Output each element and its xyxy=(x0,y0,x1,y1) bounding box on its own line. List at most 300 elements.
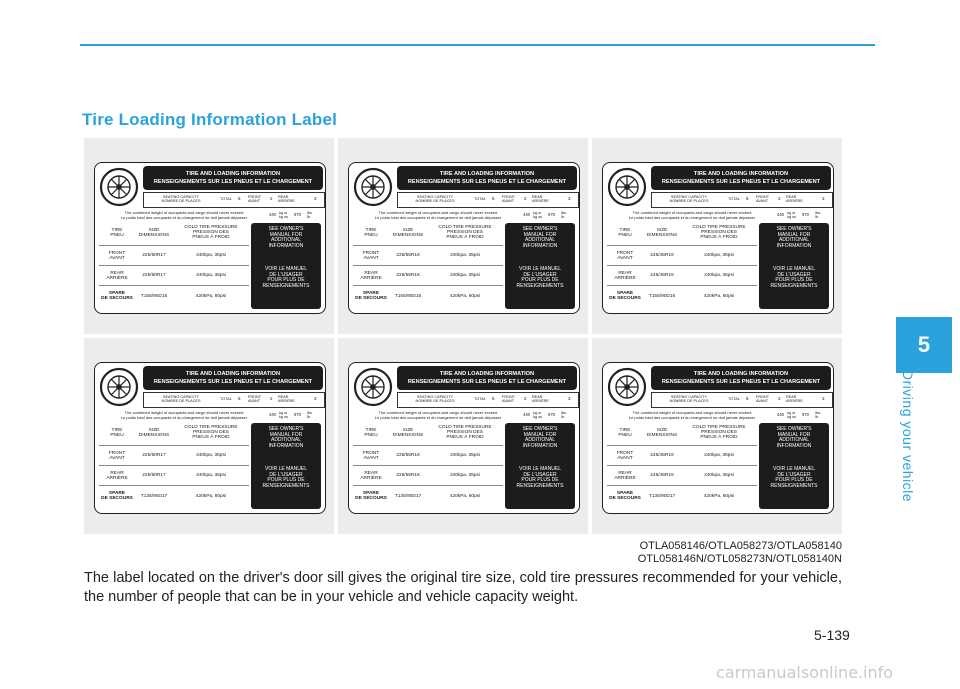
see-manual-en xyxy=(505,227,575,249)
tire-table xyxy=(607,223,829,309)
see-en-1: SEE OWNER'S xyxy=(776,426,812,432)
total-label: TOTAL xyxy=(220,397,232,401)
row-front-en: FRONT xyxy=(616,251,634,256)
see-manual-en xyxy=(759,227,829,249)
see-en-3: ADDITIONAL xyxy=(524,437,555,444)
see-fr-2: DE L'USAGER xyxy=(269,471,303,478)
weight-lbs-value: 970 xyxy=(802,212,809,217)
header-cold-fr1: PRESSION DES xyxy=(701,230,737,235)
rear-size: 245/45R19 xyxy=(650,473,674,478)
rear-fr: ARRIÈRE xyxy=(786,199,803,204)
spare-pressure: 420kPa, 60psi xyxy=(703,494,735,499)
header-size-fr: DIMENSIONS xyxy=(392,433,424,438)
see-en-4: INFORMATION xyxy=(776,442,812,449)
header-tire-fr: PNEU xyxy=(618,233,632,238)
see-en-2: MANUAL FOR xyxy=(523,431,557,438)
label-title-fr: RENSEIGNEMENTS SUR LES PNEUS ET LE CHARGEMENT xyxy=(153,379,313,385)
header-tire-fr: PNEU xyxy=(110,233,124,238)
lbs-unit-bottom: lb. xyxy=(561,415,566,420)
see-en-2: MANUAL FOR xyxy=(523,231,557,238)
rear-value: 3 xyxy=(314,196,317,201)
row-rear xyxy=(607,265,757,286)
seating-capacity-row xyxy=(397,192,579,208)
kg-unit-top: kg or xyxy=(787,411,796,415)
header-size-fr: DIMENSIONS xyxy=(646,233,678,238)
kg-unit-top: kg or xyxy=(787,211,796,215)
header-cold-pressure xyxy=(681,425,757,440)
label-grid xyxy=(84,138,842,534)
front-value: 2 xyxy=(524,196,527,201)
tire-table-header xyxy=(607,223,757,245)
lbs-unit-top: lbs. xyxy=(307,411,313,415)
header-size xyxy=(643,228,681,238)
front-seats-label xyxy=(756,195,769,203)
see-fr-1: VOIR LE MANUEL xyxy=(773,266,815,272)
weight-kg-value: 440 xyxy=(777,212,784,217)
row-rear xyxy=(607,465,757,486)
combined-weight-en: The combined weight of occupants and cargo should never exceed xyxy=(632,410,752,415)
see-fr-2: DE L'USAGER xyxy=(269,271,303,278)
top-rule xyxy=(80,44,875,46)
combined-weight-fr: Le poids total des occupants et du chargement ne doit jamais dépasser xyxy=(628,214,756,220)
see-en-3: ADDITIONAL xyxy=(270,237,301,244)
header-tire xyxy=(353,228,389,238)
row-front-en: FRONT xyxy=(616,451,634,456)
tire-loading-label xyxy=(602,162,834,314)
tire-icon xyxy=(353,367,393,407)
combined-weight-fr: Le poids total des occupants et du chargement ne doit jamais dépasser xyxy=(374,214,502,220)
kg-unit-bottom: kg ou xyxy=(533,415,543,420)
combined-weight-fr: Le poids total des occupants et du chargement ne doit jamais dépasser xyxy=(374,414,502,420)
see-fr-4: RENSEIGNEMENTS xyxy=(516,282,564,289)
header-cold-pressure xyxy=(427,425,503,440)
header-size-en: SIZE xyxy=(656,228,668,233)
rear-en: REAR xyxy=(532,195,543,199)
see-manual-en xyxy=(251,427,321,449)
header-cold-pressure xyxy=(681,225,757,240)
see-fr-3: POUR PLUS DE xyxy=(267,277,305,284)
tire-icon xyxy=(607,167,647,207)
front-pressure: 240kpa, 35psi xyxy=(450,253,480,258)
see-fr-2: DE L'USAGER xyxy=(523,271,557,278)
row-front-label xyxy=(607,451,643,461)
total-value: 5 xyxy=(746,196,749,201)
seating-capacity-fr: NOMBRE DE PLACES xyxy=(161,399,201,404)
see-en-1: SEE OWNER'S xyxy=(522,226,558,232)
tire-table-header xyxy=(99,223,249,245)
label-cell xyxy=(592,338,842,534)
combined-weight-fr: Le poids total des occupants et du chargement ne doit jamais dépasser xyxy=(120,214,248,220)
row-spare-en: SPARE xyxy=(362,291,380,296)
row-spare-label xyxy=(99,291,135,301)
see-fr-2: DE L'USAGER xyxy=(777,271,811,278)
kg-unit-top: kg or xyxy=(533,211,542,215)
see-fr-3: POUR PLUS DE xyxy=(267,477,305,484)
see-fr-1: VOIR LE MANUEL xyxy=(265,266,307,272)
label-title-fr: RENSEIGNEMENTS SUR LES PNEUS ET LE CHARGEMENT xyxy=(661,179,821,185)
tire-loading-label xyxy=(348,162,580,314)
weight-kg-unit xyxy=(533,411,542,419)
see-manual-box xyxy=(251,423,321,509)
row-rear xyxy=(353,265,503,286)
chapter-title xyxy=(894,368,922,503)
row-front-en: FRONT xyxy=(362,451,380,456)
rear-seats-label xyxy=(532,395,549,403)
tire-table xyxy=(99,223,321,309)
see-en-4: INFORMATION xyxy=(522,442,558,449)
header-size-en: SIZE xyxy=(148,228,160,233)
tire-icon xyxy=(607,367,647,407)
row-front-en: FRONT xyxy=(362,251,380,256)
front-pressure: 240kpa, 35psi xyxy=(450,453,480,458)
lbs-unit-top: lbs. xyxy=(815,211,821,215)
weight-kg-unit xyxy=(533,211,542,219)
label-title-fr: RENSEIGNEMENTS SUR LES PNEUS ET LE CHARGEMENT xyxy=(661,379,821,385)
part-code-line: OTL058146N/OTL058273N/OTL058140N xyxy=(637,552,842,565)
header-cold-fr1: PRESSION DES xyxy=(193,230,229,235)
row-rear-fr: ARRIÈRE xyxy=(614,476,636,481)
kg-unit-bottom: kg ou xyxy=(787,415,797,420)
see-fr-1: VOIR LE MANUEL xyxy=(519,466,561,472)
total-value: 5 xyxy=(238,196,241,201)
seating-capacity-row xyxy=(143,392,325,408)
lbs-unit-top: lbs. xyxy=(561,211,567,215)
front-seats-label xyxy=(502,195,515,203)
combined-weight-en: The combined weight of occupants and cargo should never exceed xyxy=(124,410,244,415)
front-fr: AVANT xyxy=(502,399,515,404)
see-en-4: INFORMATION xyxy=(268,242,304,249)
tire-table xyxy=(607,423,829,509)
see-en-1: SEE OWNER'S xyxy=(268,226,304,232)
front-seats-label xyxy=(756,395,769,403)
seating-capacity-row xyxy=(143,192,325,208)
front-fr: AVANT xyxy=(248,399,261,404)
see-fr-1: VOIR LE MANUEL xyxy=(519,266,561,272)
seating-capacity-en: SEATING CAPACITY xyxy=(416,195,454,199)
total-label: TOTAL xyxy=(220,197,232,201)
front-fr: AVANT xyxy=(756,199,769,204)
label-title-fr: RENSEIGNEMENTS SUR LES PNEUS ET LE CHARGEMENT xyxy=(153,179,313,185)
header-tire-en: TIRE xyxy=(365,228,377,233)
spare-pressure: 420kPa, 60psi xyxy=(703,294,735,299)
rear-fr: ARRIÈRE xyxy=(532,399,549,404)
row-front xyxy=(353,445,503,466)
rear-value: 3 xyxy=(568,196,571,201)
see-fr-3: POUR PLUS DE xyxy=(775,277,813,284)
see-manual-en xyxy=(759,427,829,449)
weight-lbs-value: 970 xyxy=(294,412,301,417)
weight-lbs-unit xyxy=(561,411,567,419)
row-front-fr: AVANT xyxy=(363,256,379,261)
front-value: 2 xyxy=(778,196,781,201)
rear-seats-label xyxy=(278,395,295,403)
row-front-fr: AVANT xyxy=(617,256,633,261)
combined-weight-en: The combined weight of occupants and cargo should never exceed xyxy=(378,210,498,215)
rear-size: 225/60R17 xyxy=(142,273,166,278)
row-spare xyxy=(99,285,249,308)
see-en-4: INFORMATION xyxy=(776,242,812,249)
see-manual-fr xyxy=(505,467,575,489)
header-size-en: SIZE xyxy=(402,228,414,233)
header-cold-fr2: PNEUS À FROID xyxy=(192,235,230,240)
see-en-3: ADDITIONAL xyxy=(524,237,555,244)
row-spare-fr: DE SECOURS xyxy=(609,496,641,501)
header-tire-fr: PNEU xyxy=(364,233,378,238)
rear-en: REAR xyxy=(532,395,543,399)
row-rear xyxy=(353,465,503,486)
row-spare xyxy=(353,485,503,508)
see-manual-box xyxy=(251,223,321,309)
weight-kg-value: 440 xyxy=(777,412,784,417)
spare-size: T155/90D16 xyxy=(648,294,676,299)
tire-table-header xyxy=(607,423,757,445)
front-en: FRONT xyxy=(502,195,516,199)
row-rear-en: REAR xyxy=(110,271,124,276)
header-cold-fr2: PNEUS À FROID xyxy=(700,435,738,440)
spare-size: T135/90D17 xyxy=(394,494,422,499)
header-size-fr: DIMENSIONS xyxy=(138,433,170,438)
rear-fr: ARRIÈRE xyxy=(532,199,549,204)
see-fr-4: RENSEIGNEMENTS xyxy=(516,482,564,489)
kg-unit-top: kg or xyxy=(533,411,542,415)
seating-capacity-row xyxy=(397,392,579,408)
weight-kg-unit xyxy=(787,211,796,219)
header-cold-en: COLD TIRE PRESSURE xyxy=(184,425,238,430)
lbs-unit-bottom: lb. xyxy=(561,215,566,220)
row-spare-fr: DE SECOURS xyxy=(355,496,387,501)
header-tire-en: TIRE xyxy=(111,428,123,433)
weight-lbs-unit xyxy=(307,411,313,419)
front-fr: AVANT xyxy=(248,199,261,204)
see-fr-2: DE L'USAGER xyxy=(523,471,557,478)
front-en: FRONT xyxy=(248,195,262,199)
front-en: FRONT xyxy=(502,395,516,399)
front-value: 2 xyxy=(524,396,527,401)
header-cold-en: COLD TIRE PRESSURE xyxy=(438,425,492,430)
seating-capacity-fr: NOMBRE DE PLACES xyxy=(669,199,709,204)
header-cold-fr1: PRESSION DES xyxy=(447,230,483,235)
row-spare-fr: DE SECOURS xyxy=(609,296,641,301)
row-rear-fr: ARRIÈRE xyxy=(614,276,636,281)
label-title-fr: RENSEIGNEMENTS SUR LES PNEUS ET LE CHARGEMENT xyxy=(407,379,567,385)
rear-en: REAR xyxy=(278,395,289,399)
row-front-label xyxy=(99,251,135,261)
seating-capacity-row xyxy=(651,192,833,208)
total-value: 5 xyxy=(238,396,241,401)
front-value: 2 xyxy=(778,396,781,401)
header-size-fr: DIMENSIONS xyxy=(138,233,170,238)
row-front-fr: AVANT xyxy=(617,456,633,461)
combined-weight-text xyxy=(353,411,523,420)
row-front-fr: AVANT xyxy=(109,256,125,261)
rear-fr: ARRIÈRE xyxy=(786,399,803,404)
row-rear-fr: ARRIÈRE xyxy=(360,276,382,281)
rear-fr: ARRIÈRE xyxy=(278,399,295,404)
seating-capacity-en: SEATING CAPACITY xyxy=(416,395,454,399)
weight-lbs-unit xyxy=(561,211,567,219)
combined-weight-text xyxy=(353,211,523,220)
weight-lbs-unit xyxy=(307,211,313,219)
spare-size: T155/90D16 xyxy=(140,294,168,299)
header-tire xyxy=(99,228,135,238)
header-cold-fr1: PRESSION DES xyxy=(701,430,737,435)
spare-size: T135/90D17 xyxy=(648,494,676,499)
label-header xyxy=(651,366,831,390)
front-en: FRONT xyxy=(756,195,770,199)
tire-loading-label xyxy=(602,362,834,514)
tire-icon xyxy=(99,367,139,407)
rear-pressure: 240kpa, 35psi xyxy=(196,273,226,278)
see-en-2: MANUAL FOR xyxy=(777,431,811,438)
label-cell xyxy=(592,138,842,334)
tire-table-header xyxy=(353,223,503,245)
rear-en: REAR xyxy=(786,195,797,199)
weight-kg-unit xyxy=(279,211,288,219)
see-en-3: ADDITIONAL xyxy=(778,237,809,244)
see-manual-fr xyxy=(759,267,829,289)
header-size-fr: DIMENSIONS xyxy=(646,433,678,438)
front-size: 225/55R18 xyxy=(396,453,420,458)
header-cold-pressure xyxy=(427,225,503,240)
see-en-2: MANUAL FOR xyxy=(777,231,811,238)
label-title-en: TIRE AND LOADING INFORMATION xyxy=(693,371,789,377)
see-manual-fr xyxy=(759,467,829,489)
front-seats-label xyxy=(248,395,261,403)
row-front xyxy=(607,245,757,266)
combined-weight-en: The combined weight of occupants and cargo should never exceed xyxy=(632,210,752,215)
weight-lbs-value: 970 xyxy=(548,412,555,417)
seating-capacity-en: SEATING CAPACITY xyxy=(670,395,708,399)
tire-table-header xyxy=(353,423,503,445)
label-cell xyxy=(338,338,588,534)
front-fr: AVANT xyxy=(756,399,769,404)
kg-unit-top: kg or xyxy=(279,411,288,415)
rear-value: 3 xyxy=(568,396,571,401)
see-en-4: INFORMATION xyxy=(522,242,558,249)
seating-capacity-en: SEATING CAPACITY xyxy=(670,195,708,199)
header-cold-fr1: PRESSION DES xyxy=(193,430,229,435)
header-size-en: SIZE xyxy=(656,428,668,433)
see-manual-box xyxy=(759,423,829,509)
combined-weight-fr: Le poids total des occupants et du chargement ne doit jamais dépasser xyxy=(120,414,248,420)
weight-kg-value: 440 xyxy=(269,212,276,217)
spare-size: T155/90D16 xyxy=(394,294,422,299)
see-en-1: SEE OWNER'S xyxy=(522,426,558,432)
header-cold-pressure xyxy=(173,225,249,240)
row-spare xyxy=(607,285,757,308)
rear-pressure: 240kpa, 35psi xyxy=(196,473,226,478)
row-front xyxy=(353,245,503,266)
header-size-en: SIZE xyxy=(402,428,414,433)
row-spare-label xyxy=(607,291,643,301)
total-label: TOTAL xyxy=(728,197,740,201)
combined-weight-text xyxy=(99,211,269,220)
weight-lbs-value: 970 xyxy=(294,212,301,217)
row-spare xyxy=(99,485,249,508)
tire-table xyxy=(99,423,321,509)
header-size xyxy=(135,228,173,238)
total-value: 5 xyxy=(746,396,749,401)
rear-seats-label xyxy=(278,195,295,203)
row-front-label xyxy=(607,251,643,261)
see-en-1: SEE OWNER'S xyxy=(776,226,812,232)
row-rear-label xyxy=(607,271,643,281)
header-cold-fr2: PNEUS À FROID xyxy=(446,235,484,240)
spare-pressure: 420kPa, 60psi xyxy=(449,294,481,299)
label-title-en: TIRE AND LOADING INFORMATION xyxy=(185,371,281,377)
see-manual-en xyxy=(505,427,575,449)
front-value: 2 xyxy=(270,396,273,401)
seating-capacity-fr: NOMBRE DE PLACES xyxy=(415,399,455,404)
see-manual-fr xyxy=(505,267,575,289)
tire-loading-label xyxy=(348,362,580,514)
description-text: The label located on the driver's door sill gives the original tire size, cold tire pressures recommended for your vehicle, the number of people that can be in your vehicle and vehicle capacity weight. xyxy=(84,570,842,605)
seating-capacity-en: SEATING CAPACITY xyxy=(162,195,200,199)
see-en-1: SEE OWNER'S xyxy=(268,426,304,432)
row-rear-label xyxy=(99,271,135,281)
row-spare-label xyxy=(99,491,135,501)
see-manual-fr xyxy=(251,467,321,489)
seating-capacity-en: SEATING CAPACITY xyxy=(162,395,200,399)
rear-pressure: 240kpa, 35psi xyxy=(704,273,734,278)
rear-size: 225/55R18 xyxy=(396,273,420,278)
total-label: TOTAL xyxy=(474,397,486,401)
row-front-fr: AVANT xyxy=(109,456,125,461)
header-tire-en: TIRE xyxy=(111,228,123,233)
rear-value: 3 xyxy=(314,396,317,401)
front-seats-label xyxy=(502,395,515,403)
seating-capacity-label xyxy=(146,395,216,403)
spare-pressure: 420kPa, 60psi xyxy=(195,294,227,299)
header-cold-en: COLD TIRE PRESSURE xyxy=(184,225,238,230)
row-spare-en: SPARE xyxy=(108,291,126,296)
weight-lbs-value: 970 xyxy=(548,212,555,217)
weight-lbs-value: 970 xyxy=(802,412,809,417)
row-rear-fr: ARRIÈRE xyxy=(360,476,382,481)
row-rear-en: REAR xyxy=(618,471,632,476)
front-size: 225/60R17 xyxy=(142,453,166,458)
seating-capacity-label xyxy=(400,395,470,403)
total-value: 5 xyxy=(492,396,495,401)
spare-pressure: 420kPa, 60psi xyxy=(449,494,481,499)
kg-unit-bottom: kg ou xyxy=(787,215,797,220)
row-front xyxy=(607,445,757,466)
header-tire xyxy=(353,428,389,438)
row-spare-en: SPARE xyxy=(616,291,634,296)
label-cell xyxy=(338,138,588,334)
weight-kg-value: 440 xyxy=(269,412,276,417)
header-cold-fr2: PNEUS À FROID xyxy=(192,435,230,440)
see-fr-1: VOIR LE MANUEL xyxy=(265,466,307,472)
rear-seats-label xyxy=(786,395,803,403)
row-front-label xyxy=(99,451,135,461)
header-tire-fr: PNEU xyxy=(110,433,124,438)
rear-pressure: 240kpa, 35psi xyxy=(450,273,480,278)
see-en-2: MANUAL FOR xyxy=(269,431,303,438)
rear-seats-label xyxy=(786,195,803,203)
see-manual-box xyxy=(759,223,829,309)
chapter-number-tab: 5 xyxy=(896,317,952,373)
label-title-en: TIRE AND LOADING INFORMATION xyxy=(439,371,535,377)
row-front-en: FRONT xyxy=(108,251,126,256)
seating-capacity-label xyxy=(654,195,724,203)
see-en-4: INFORMATION xyxy=(268,442,304,449)
tire-loading-label xyxy=(94,162,326,314)
tire-table-header xyxy=(99,423,249,445)
header-size xyxy=(643,428,681,438)
header-size xyxy=(135,428,173,438)
label-title-en: TIRE AND LOADING INFORMATION xyxy=(439,171,535,177)
